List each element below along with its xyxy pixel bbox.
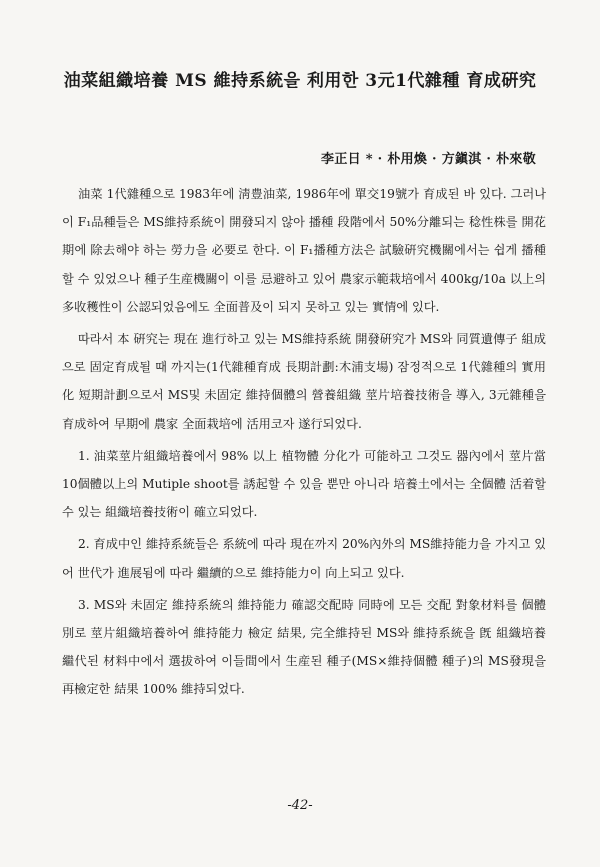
result-item-1: 1. 油菜莖片組織培養에서 98% 以上 植物體 分化가 可能하고 그것도 器內에서 莖片當 10個體以上의 Mutiple shoot를 誘起할 수 있을 뿐만 아니라 培養土에서는 全個體 活着할 수 있는 組織培養技術이 確立되었다. [62,448,546,520]
paragraph-intro: 油菜 1代雜種으로 1983年에 淸豊油菜, 1986年에 單交19號가 育成된 바 있다. 그러나 이 F₁品種들은 MS維持系統이 開發되지 않아 播種 段階에서 50%分離되는 稔性株를 開花期에 除去해야 하는 勞力을 必要로 한다. 이 F₁播種方法은 試驗硏究機關에서는 쉽게 播種할 수 있었으나 種子生産機關이 이를 忌避하고 있어 農家示範栽培에서 400kg/10a 以上의 多收穫性이 公認되었음에도 全面普及이 되지 못하고 있는 實情에 있다. [62,187,546,314]
paper-title: 油菜組織培養 MS 維持系統을 利用한 3元1代雜種 育成硏究 [63,71,537,91]
result-item-2: 2. 育成中인 維持系統들은 系統에 따라 現在까지 20%內外의 MS維持能力을 가지고 있어 世代가 進展됨에 따라 繼續的으로 維持能力이 向上되고 있다. [62,537,546,580]
page-number: -42- [287,798,313,813]
author-list: 李正日 * · 朴用煥 · 方鎭淇 · 朴來敬 [321,152,536,167]
result-item-3: 3. MS와 未固定 維持系統의 維持能力 確認交配時 同時에 모든 交配 對象材料를 個體別로 莖片組織培養하여 維持能力 檢定 結果, 完全維持된 MS와 維持系統을 旣 組織培養 繼代된 材料中에서 選拔하여 이들間에서 生産된 種子(MS×維持個體 種子)의 MS發現을 再檢定한 結果 100% 維持되었다. [62,597,546,697]
paper-body [62,180,546,708]
paragraph-objective: 따라서 本 硏究는 現在 進行하고 있는 MS維持系統 開發硏究가 MS와 同質遺傳子 組成으로 固定育成될 때 까지는(1代雜種育成 長期計劃:木浦支場) 잠정적으로 1代雜種의 實用化 短期計劃으로서 MS및 未固定 維持個體의 營養組織 莖片培養技術을 導入, 3元雜種을 育成하여 早期에 農家 全面栽培에 活用코자 遂行되었다. [62,332,546,431]
